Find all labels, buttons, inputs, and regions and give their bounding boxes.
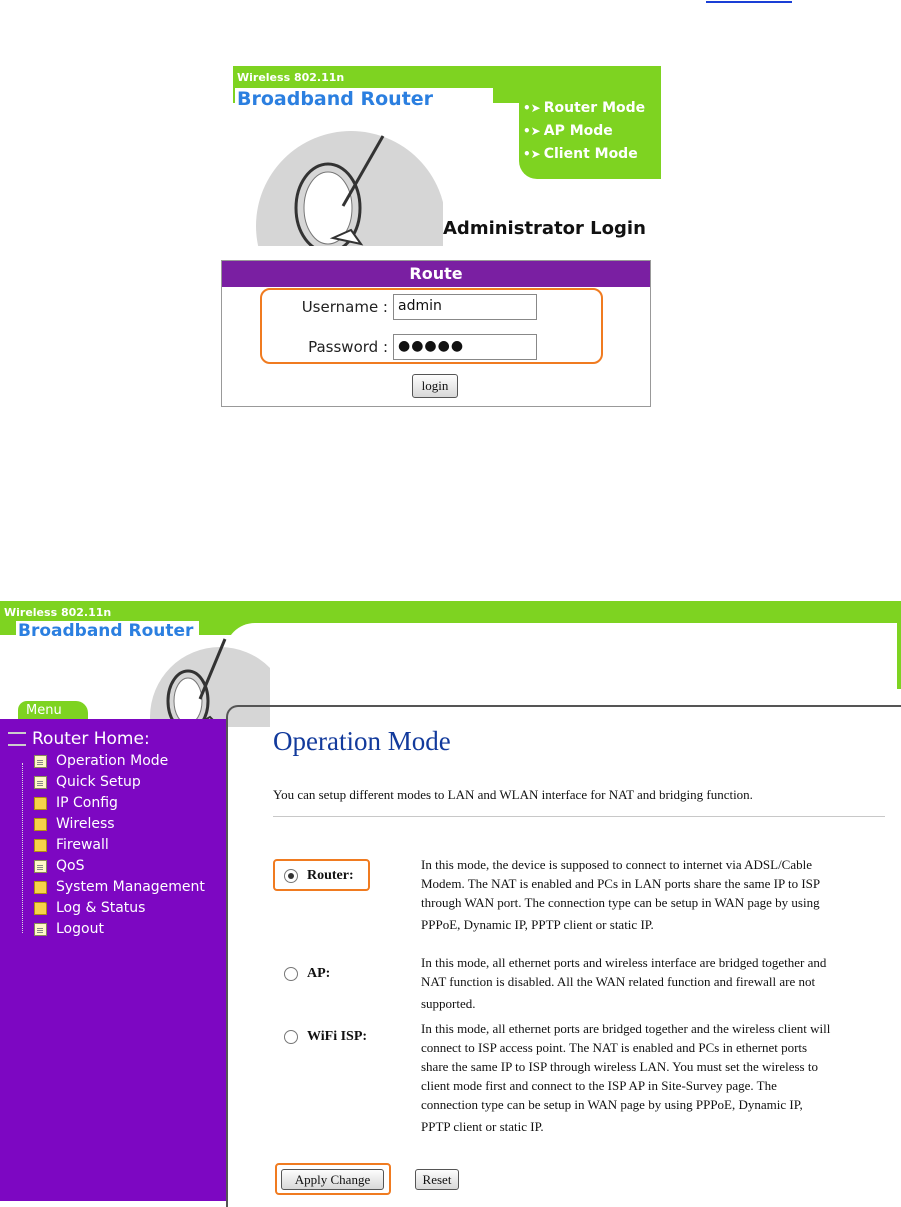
sidebar-item-label: QoS	[56, 858, 85, 874]
sidebar-item-label: Firewall	[56, 837, 109, 853]
description-line: through WAN port. The connection type can be setup in WAN page by using	[421, 895, 820, 910]
mode-list	[523, 100, 645, 169]
page-icon	[34, 923, 47, 936]
router-option-description	[421, 855, 876, 934]
mode-label: AP Mode	[543, 123, 613, 139]
sidebar-item-label: Quick Setup	[56, 774, 141, 790]
credentials-highlight	[260, 288, 603, 364]
login-form-header: Route	[222, 261, 650, 287]
sidebar-item-qos[interactable]	[30, 856, 205, 877]
ap-option-description	[421, 953, 876, 1013]
description-line: supported.	[421, 996, 476, 1011]
mode-item-router	[523, 100, 645, 116]
sidebar-item-label: System Management	[56, 879, 205, 895]
username-input[interactable]: admin	[393, 294, 537, 320]
arrow-icon: •➤	[523, 101, 541, 115]
brand-subtitle: Wireless 802.11n	[4, 606, 112, 619]
sidebar-list	[30, 751, 205, 940]
password-label: Password :	[308, 338, 388, 356]
description-line: Modem. The NAT is enabled and PCs in LAN ports share the same IP to ISP	[421, 876, 821, 891]
sidebar-item-label: Wireless	[56, 816, 115, 832]
arrow-icon: •➤	[523, 124, 541, 138]
sidebar-item-system-management[interactable]	[30, 877, 205, 898]
sidebar-menu	[0, 719, 226, 1201]
reset-button[interactable]: Reset	[415, 1169, 459, 1190]
sidebar-item-log-status[interactable]	[30, 898, 205, 919]
description-line: connect to ISP access point. The NAT is enabled and PCs in ethernet ports	[421, 1040, 808, 1055]
apply-change-button[interactable]: Apply Change	[281, 1169, 384, 1190]
sidebar-item-quick-setup[interactable]	[30, 772, 205, 793]
menu-tab: Menu	[18, 701, 88, 719]
sidebar-home[interactable]	[8, 729, 150, 749]
description-line: In this mode, all ethernet ports and wireless interface are bridged together and	[421, 955, 827, 970]
mode-label: Client Mode	[543, 146, 638, 162]
wifi-isp-radio[interactable]	[284, 1030, 298, 1044]
sidebar-item-label: IP Config	[56, 795, 118, 811]
sidebar-item-logout[interactable]	[30, 919, 205, 940]
ap-option-label: AP:	[307, 966, 331, 981]
menu-icon	[8, 732, 26, 746]
page-title: Operation Mode	[273, 726, 451, 756]
sidebar-item-firewall[interactable]	[30, 835, 205, 856]
mode-label: Router Mode	[543, 100, 646, 116]
description-line: In this mode, all ethernet ports are bridged together and the wireless client will	[421, 1021, 831, 1036]
password-input[interactable]: ●●●●●	[393, 334, 537, 360]
page-icon	[34, 755, 47, 768]
description-line: share the same IP to ISP through wireless LAN. You must set the wireless to	[421, 1059, 818, 1074]
mode-item-client	[523, 146, 645, 162]
folder-icon	[34, 818, 47, 831]
description-line: PPPoE, Dynamic IP, PPTP client or static IP.	[421, 917, 654, 932]
description-line: connection type can be setup in WAN page by using PPPoE, Dynamic IP,	[421, 1097, 803, 1112]
brand-subtitle: Wireless 802.11n	[237, 71, 345, 84]
sidebar-home-label: Router Home:	[32, 729, 150, 749]
router-option-label: Router:	[307, 868, 354, 883]
tree-line	[22, 763, 24, 933]
sidebar-item-label: Log & Status	[56, 900, 146, 916]
brand-title: Broadband Router	[16, 621, 199, 643]
folder-icon	[34, 902, 47, 915]
page-icon	[34, 860, 47, 873]
folder-icon	[34, 839, 47, 852]
router-admin-page	[0, 601, 901, 1201]
sidebar-item-label: Logout	[56, 921, 104, 937]
folder-icon	[34, 797, 47, 810]
folder-icon	[34, 881, 47, 894]
router-dish-illustration	[233, 106, 443, 246]
top-link-underline[interactable]	[706, 0, 792, 3]
divider	[273, 816, 885, 817]
description-line: NAT function is disabled. All the WAN related function and firewall are not	[421, 974, 816, 989]
ap-radio[interactable]	[284, 967, 298, 981]
sidebar-item-wireless[interactable]	[30, 814, 205, 835]
page-icon	[34, 776, 47, 789]
page-description: You can setup different modes to LAN and WLAN interface for NAT and bridging function.	[273, 787, 753, 802]
wifi-isp-option-description	[421, 1019, 876, 1136]
description-line: PPTP client or static IP.	[421, 1119, 544, 1134]
mode-item-ap	[523, 123, 645, 139]
header-white-area	[225, 623, 897, 689]
brand-title: Broadband Router	[235, 88, 493, 112]
username-label: Username :	[301, 298, 388, 316]
login-page-title: Administrator Login	[443, 218, 646, 239]
sidebar-item-operation-mode[interactable]	[30, 751, 205, 772]
sidebar-item-ip-config[interactable]	[30, 793, 205, 814]
login-button[interactable]: login	[412, 374, 458, 398]
wifi-isp-option-label: WiFi ISP:	[307, 1029, 368, 1044]
sidebar-item-label: Operation Mode	[56, 753, 169, 769]
description-line: In this mode, the device is supposed to connect to internet via ADSL/Cable	[421, 857, 813, 872]
arrow-icon: •➤	[523, 147, 541, 161]
login-banner	[233, 66, 661, 246]
router-radio[interactable]	[284, 869, 298, 883]
description-line: client mode first and connect to the ISP AP in Site-Survey page. The	[421, 1078, 777, 1093]
